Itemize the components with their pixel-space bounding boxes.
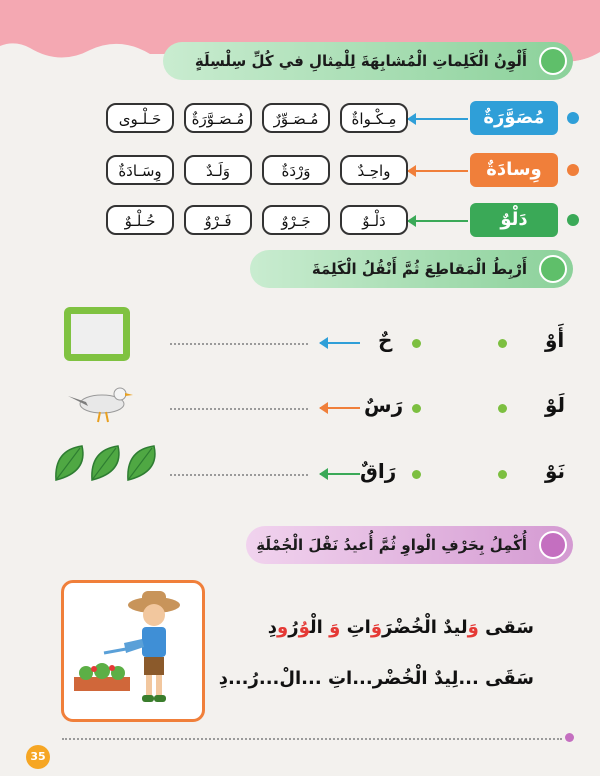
arrow-icon: [320, 407, 360, 409]
arrow-icon: [320, 473, 360, 475]
word-box[interactable]: مِـكْـواةٌ: [340, 103, 408, 133]
title-ball-icon: [539, 47, 567, 75]
connect-dot[interactable]: [412, 470, 421, 479]
syllable-1: لَوْ: [545, 393, 566, 417]
section2-title: أَرْبِطُ الْمَقاطِعَ ثُمَّ أَنْقُلُ الْكَلِمَةَ: [250, 250, 573, 288]
example-sentence: سَقى وَليدٌ الْخُضْرَوَاتِ وَ الْوُرُودِ: [267, 617, 534, 638]
connect-dot[interactable]: [498, 470, 507, 479]
connect-dot[interactable]: [412, 339, 421, 348]
leaves-picture: [52, 442, 160, 484]
word-box[interactable]: وَلَـدٌ: [184, 155, 252, 185]
word-box[interactable]: واحِـدٌ: [340, 155, 408, 185]
syllable-1: أَوْ: [545, 328, 565, 352]
boy-illustration: [64, 583, 196, 713]
word-box[interactable]: جَـرْوٌ: [262, 205, 330, 235]
answer-line[interactable]: [170, 343, 308, 345]
blank-sentence[interactable]: سَقَى ...لِيدٌ الْخُضْر...اتِ ...الْ...رُ...دِ: [218, 668, 534, 689]
example-label: دَلْوٌ: [470, 203, 558, 237]
row-marker-dot: [567, 164, 579, 176]
word-box[interactable]: وَرْدَةٌ: [262, 155, 330, 185]
word-box[interactable]: فَـرْوٌ: [184, 205, 252, 235]
arrow-icon: [408, 118, 468, 120]
answer-line[interactable]: [170, 474, 308, 476]
title-ball-icon: [539, 255, 567, 283]
syllable-1: نَوْ: [545, 459, 566, 483]
word-box[interactable]: مُـصَـوَّرَةٌ: [184, 103, 252, 133]
word-box[interactable]: حَـلْـوى: [106, 103, 174, 133]
word-box[interactable]: دَلْـوٌ: [340, 205, 408, 235]
arrow-icon: [408, 170, 468, 172]
connect-dot[interactable]: [412, 404, 421, 413]
copy-line[interactable]: [62, 738, 562, 740]
line-end-dot: [565, 733, 574, 742]
title-ball-icon: [539, 531, 567, 559]
syllable-2: رَسٌ: [364, 393, 404, 417]
answer-line[interactable]: [170, 408, 308, 410]
example-label: مُصَوَّرَةٌ: [470, 101, 558, 135]
boy-gardening-picture: [61, 580, 205, 722]
syllable-2: حٌ: [378, 328, 393, 352]
connect-dot[interactable]: [498, 404, 507, 413]
section3-title: أُكْمِلُ بِحَرْفِ الْواوِ ثُمَّ أُعيدُ نَقْلَ الْجُمْلَةِ: [246, 526, 573, 564]
board-picture: [64, 307, 130, 361]
row-marker-dot: [567, 214, 579, 226]
arrow-icon: [408, 220, 468, 222]
word-box[interactable]: مُـصَـوِّرٌ: [262, 103, 330, 133]
row-marker-dot: [567, 112, 579, 124]
section1-title: أَلْوِنُ الْكَلِماتِ الْمُشابِهَةَ لِلْمِثالِ في كُلِّ سِلْسِلَةٍ: [163, 42, 573, 80]
word-box[interactable]: وِسَـادَةٌ: [106, 155, 174, 185]
example-label: وِسادَةٌ: [470, 153, 558, 187]
arrow-icon: [320, 342, 360, 344]
page-number: 35: [26, 745, 50, 769]
word-box[interactable]: حُـلْـوٌ: [106, 205, 174, 235]
seagull-picture: [64, 380, 134, 424]
syllable-2: رَاقٌ: [360, 459, 397, 483]
connect-dot[interactable]: [498, 339, 507, 348]
